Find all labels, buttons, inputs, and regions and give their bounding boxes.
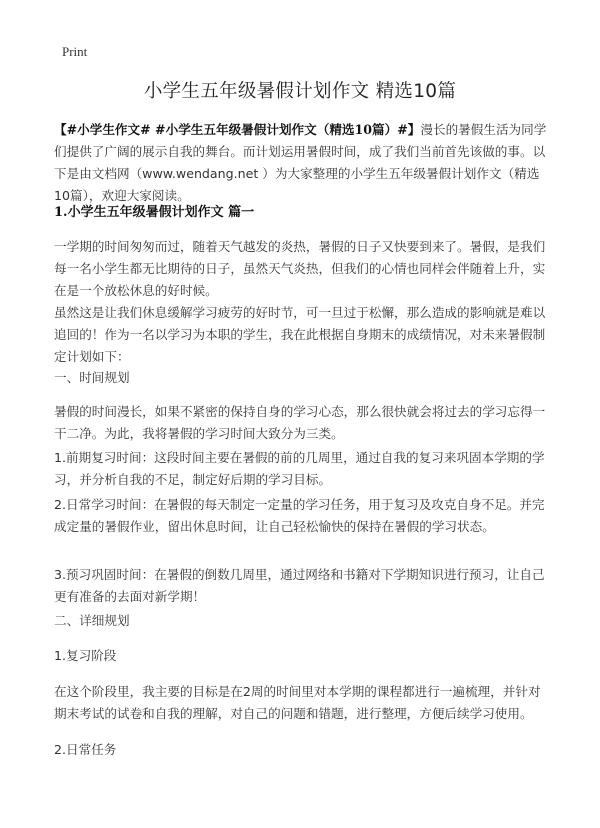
subheading-time-planning: 一、时间规划 (54, 370, 130, 385)
intro-bold-tag: 【#小学生作文# #小学生五年级暑假计划作文（精选10篇）#】 (54, 122, 421, 137)
intro-text: 漫长的暑假生活为同学们提供了广阔的展示自我的舞台。而计划运用暑假时间，成了我们当前首先该做的事。以下是由文档网（www.wendang.net ）为大家整理的小学生五年级暑假计划作文（精选10篇），欢迎大家阅读。 (54, 122, 547, 203)
print-label[interactable]: Print (62, 44, 88, 59)
paragraph-5: 2.日常学习时间：在暑假的每天制定一定量的学习任务，用于复习及攻克自身不足。并完成定量的暑假作业，留出休息时间，让自己轻松愉快的保持在暑假的学习状态。 (54, 497, 545, 534)
section-heading: 1.小学生五年级暑假计划作文 篇一 (54, 205, 255, 220)
paragraph-7: 在这个阶段里，我主要的目标是在2周的时间里对本学期的课程都进行一遍梳理，并针对期末考试的试卷和自我的理解，对自己的问题和错题，进行整理，方便后续学习使用。 (54, 684, 541, 721)
paragraph-4: 1.前期复习时间：这段时间主要在暑假的前的几周里，通过自我的复习来巩固本学期的学习，并分析自我的不足，制定好后期的学习目标。 (54, 450, 545, 487)
subheading-detailed-planning: 二、详细规划 (54, 613, 130, 628)
paragraph-6: 3.预习巩固时间：在暑假的倒数几周里，通过网络和书籍对下学期知识进行预习，让自己更有准备的去面对新学期！ (54, 567, 545, 604)
intro-paragraph (54, 119, 550, 207)
page-title: 小学生五年级暑假计划作文 精选10篇 (143, 81, 457, 102)
paragraph-2: 虽然这是让我们休息缓解学习疲劳的好时节，可一旦过于松懈，那么造成的影响就是难以追回的！作为一名以学习为本职的学生，我在此根据自身期末的成绩情况，对未来暑假制定计划如下： (54, 305, 546, 364)
paragraph-1: 一学期的时间匆匆而过，随着天气越发的炎热，暑假的日子又快要到来了。暑假，是我们每一名小学生都无比期待的日子，虽然天气炎热，但我们的心情也同样会伴随着上升，实在是一个放松休息的好时候。 (54, 239, 546, 298)
subheading-daily-tasks: 2.日常任务 (54, 742, 117, 757)
paragraph-3: 暑假的时间漫长，如果不紧密的保持自身的学习心态，那么很快就会将过去的学习忘得一干二净。为此，我将暑假的学习时间大致分为三类。 (54, 404, 546, 441)
subheading-review-stage: 1.复习阶段 (54, 648, 117, 663)
